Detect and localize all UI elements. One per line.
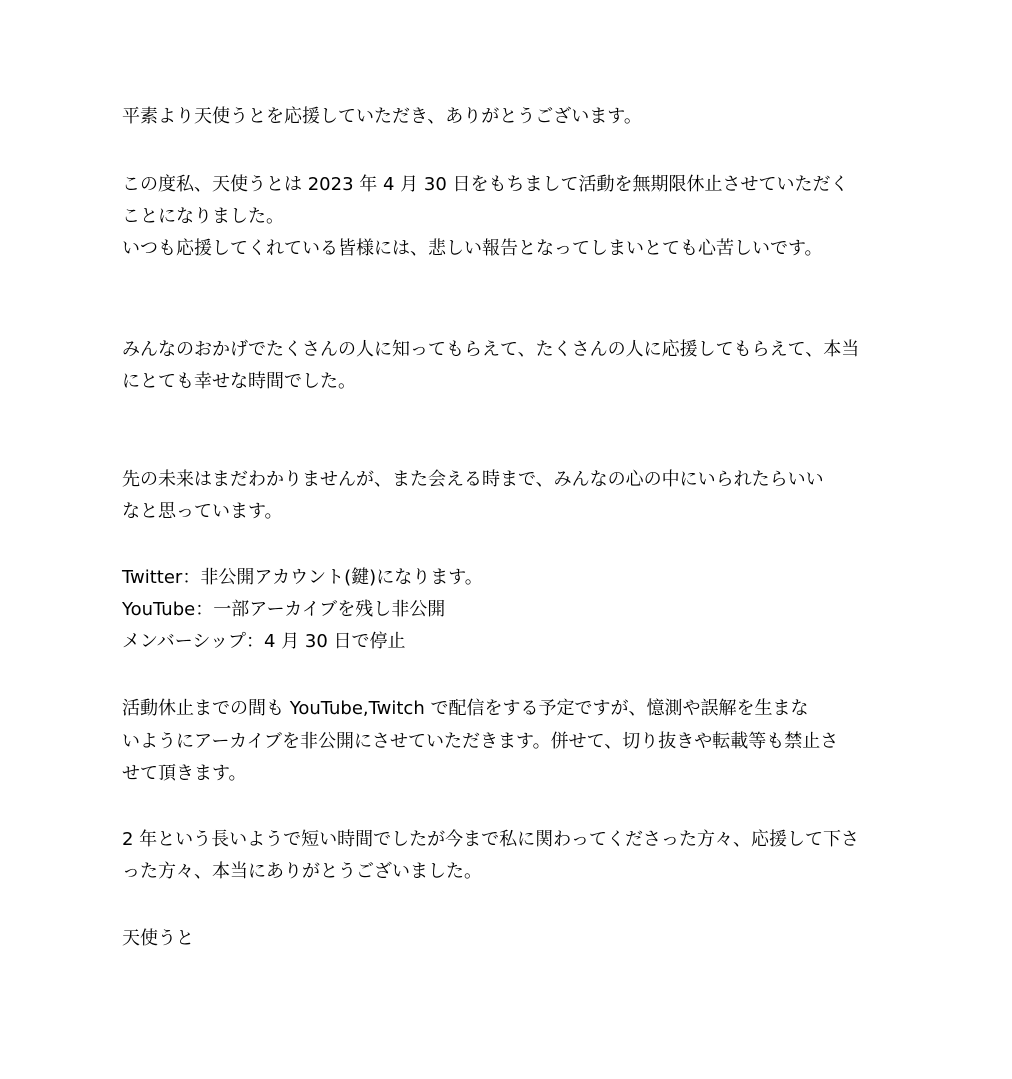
announcement-line-3: いつも応援してくれている皆様には、悲しい報告となってしまいとても心苦しいです。 xyxy=(122,238,823,259)
closing-line-2: った方々、本当にありがとうございました。 xyxy=(122,861,482,882)
thanks-line-1: みんなのおかげでたくさんの人に知ってもらえて、たくさんの人に応援してもらえて、本当 xyxy=(122,339,860,360)
signature: 天使うと xyxy=(122,928,194,949)
status-youtube: YouTube：一部アーカイブを残し非公開 xyxy=(122,599,446,620)
announcement-line-2: ことになりました。 xyxy=(122,206,284,227)
activity-line-2: いようにアーカイブを非公開にさせていただきます。併せて、切り抜きや転載等も禁止さ xyxy=(122,731,839,752)
status-twitter: Twitter：非公開アカウント(鍵)になります。 xyxy=(122,567,483,588)
greeting-text: 平素より天使うとを応援していただき、ありがとうございます。 xyxy=(122,106,642,127)
announcement-line-1: この度私、天使うとは 2023 年 4 月 30 日をもちまして活動を無期限休止させていただく xyxy=(122,174,849,195)
future-line-1: 先の未来はまだわかりませんが、また会える時まで、みんなの心の中にいられたらいい xyxy=(122,469,824,490)
status-membership: メンバーシップ：4 月 30 日で停止 xyxy=(122,631,406,652)
closing-line-1: 2 年という長いようで短い時間でしたが今まで私に関わってくださった方々、応援して下さ xyxy=(122,829,859,850)
activity-line-3: せて頂きます。 xyxy=(122,763,247,784)
thanks-line-2: にとても幸せな時間でした。 xyxy=(122,371,356,392)
activity-line-1: 活動休止までの間も YouTube,Twitch で配信をする予定ですが、憶測や誤解を生まな xyxy=(122,698,809,719)
future-line-2: なと思っています。 xyxy=(122,501,283,522)
